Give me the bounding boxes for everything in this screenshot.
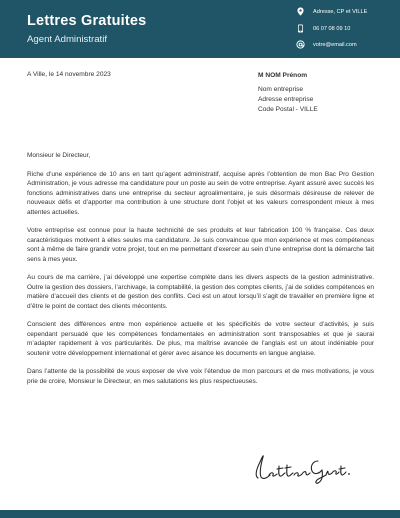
recipient-address: Adresse entreprise (258, 96, 314, 103)
phone-icon (296, 24, 305, 33)
recipient-postal: Code Postal - VILLE (258, 106, 318, 113)
salutation: Monsieur le Directeur, (27, 152, 91, 159)
address-text: Adresse, CP et VILLE (313, 8, 368, 15)
phone-text: 06 07 08 09 10 (313, 25, 351, 32)
header-banner (0, 0, 400, 58)
job-title: Agent Administratif (27, 34, 107, 45)
footer-bar (0, 510, 400, 518)
paragraph-motivation: Votre entreprise est connue pour la haute technicité de ses produits et leur fabrication 100 % française. Ces deux caractéristiques motivent à elles seules ma candidature. Je suis convaincue que mon expérience et mes compétences sont à même de faire grandir votre projet, tout en me permettant d’exercer au sein d’une entreprise dont la démarche fait sens à mes yeux. (27, 227, 374, 263)
contact-email (296, 40, 357, 49)
recipient-name: M NOM Prénom (258, 72, 308, 79)
paragraph-skills: Au cours de ma carrière, j’ai développé une expertise complète dans les divers aspects de la gestion administrative. Outre la gestion des dossiers, l’archivage, la comptabilité, la gestion des comptes clients, j’ai de solides compétences en matière d’accueil des clients et de gestion des conflits. Ceci est un atout lorsqu’il s’agit de travailler en première ligne et d’être le point de contact des clients mécontents. (27, 274, 374, 310)
contact-address (296, 7, 367, 16)
recipient-company: Nom entreprise (258, 86, 304, 93)
location-pin-icon (296, 7, 305, 16)
letter-body (27, 151, 374, 395)
paragraph-adaptability: Conscient des différences entre mon expérience actuelle et les spécificités de votre secteur d’activités, je suis cependant persuadé que les compétences fondamentales en administration sont transposables et que je saurai m’adapter rapidement à vos particularités. De plus, ma maîtrise avancée de l’anglais est un atout indéniable pour soutenir votre développement international et gérer avec aisance les documents en langue anglaise. (27, 321, 374, 357)
contact-phone (296, 24, 350, 33)
paragraph-experience: Riche d’une expérience de 10 ans en tant qu’agent administratif, acquise après l’obtention de mon Bac Pro Gestion Administration, je vous adresse ma candidature pour un poste au sein de votre entreprise. Ayant assuré avec succès les fonctions administratives dans une entreprise du secteur agroalimentaire, je suis désormais désireuse de relever de nouveaux défis et d’apporter ma contribution à une structure dont l’objet et les valeurs correspondent mieux à mes attentes actuelles. (27, 170, 374, 216)
place-date: A Ville, le 14 novembre 2023 (27, 71, 111, 78)
brand-title: Lettres Gratuites (27, 13, 147, 29)
recipient-block (258, 71, 318, 115)
at-sign-icon (296, 40, 305, 49)
handwritten-signature (252, 448, 352, 484)
paragraph-closing: Dans l’attente de la possibilité de vous exposer de vive voix l’étendue de mon parcours et de mes motivations, je vous prie de croire, Monsieur le Directeur, en mes salutations les plus respectueuses. (27, 368, 374, 385)
email-link[interactable]: votre@email.com (313, 41, 357, 48)
